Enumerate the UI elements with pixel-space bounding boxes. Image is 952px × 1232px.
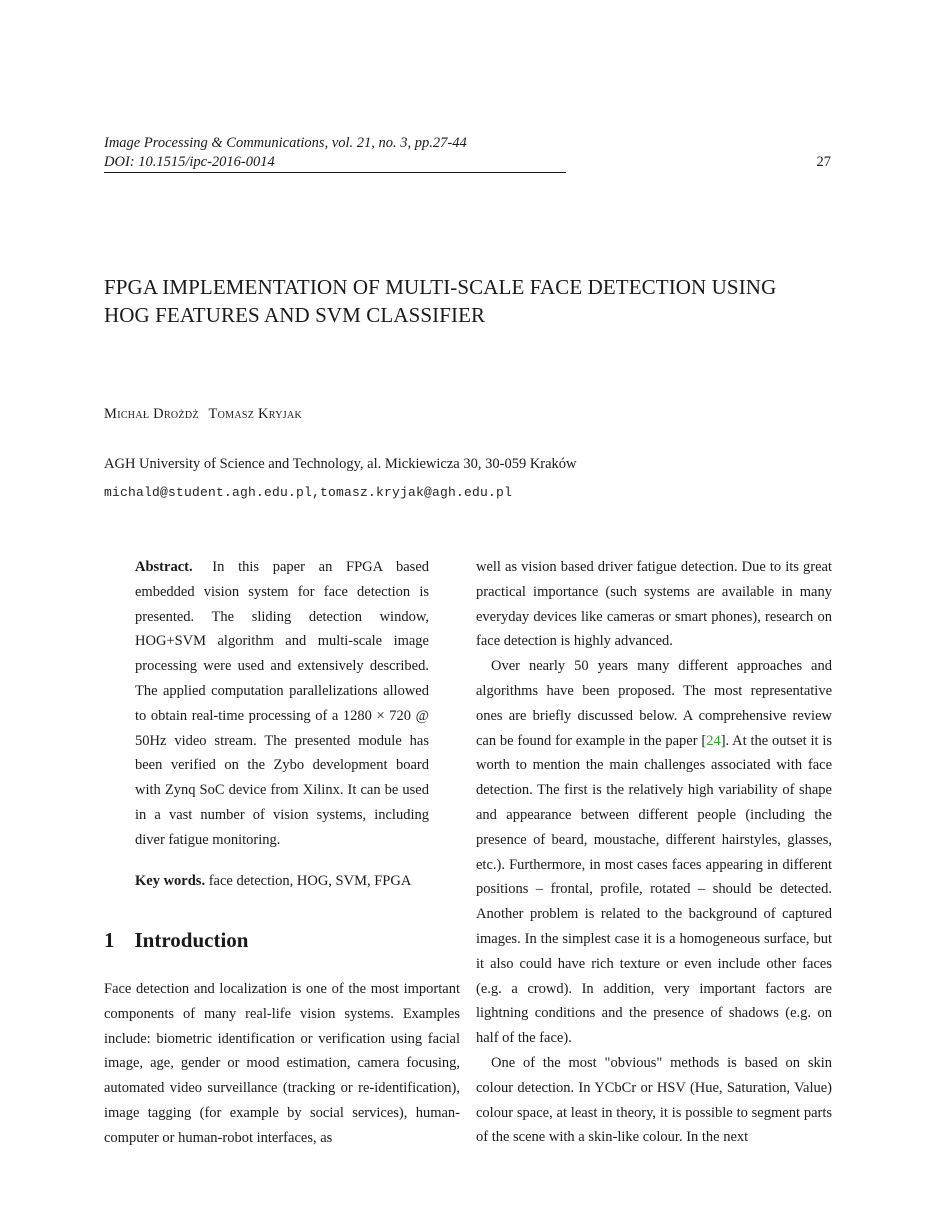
keywords-text: face detection, HOG, SVM, FPGA bbox=[208, 873, 412, 889]
paragraph bbox=[476, 654, 832, 1051]
abstract-label: Abstract. bbox=[135, 559, 193, 575]
keywords bbox=[135, 873, 435, 890]
paragraph-text: Over nearly 50 years many different approaches and algorithms have been proposed. The most representative ones are briefly discussed below. A comprehensive review can be found for example in the paper [ bbox=[476, 658, 832, 749]
section-heading bbox=[104, 928, 248, 953]
section-number: 1 bbox=[104, 928, 115, 952]
abstract bbox=[135, 555, 429, 853]
keywords-label: Key words. bbox=[135, 873, 206, 889]
paragraph: One of the most "obvious" methods is based on skin colour detection. In YCbCr or HSV (Hue, Saturation, Value) colour space, at least in theory, it is possible to segment parts of the scene with a skin-like colour. In the next bbox=[476, 1054, 832, 1146]
section-title: Introduction bbox=[134, 928, 249, 952]
citation-link[interactable]: 24 bbox=[706, 732, 721, 749]
title-line: FPGA IMPLEMENTATION OF MULTI-SCALE FACE DETECTION USING bbox=[104, 275, 777, 299]
paragraph-text: ]. At the outset it is worth to mention the main challenges associated with face detection. The first is the relatively high variability of shape and appearance between different people (including the presence of beard, moustache, different hairstyles, glasses, etc.). Furthermore, in most cases faces appearing in different positions – frontal, profile, rotated – should be detected. Another problem is related to the background of captured images. In the simplest case it is a homogeneous surface, but it also could have rich texture or even include other faces (e.g. a crowd). In addition, very important factors are lightning conditions and the presence of shadows (e.g. on half of the face). bbox=[476, 732, 833, 1047]
author-list bbox=[104, 406, 308, 423]
affiliation: AGH University of Science and Technology, al. Mickiewicza 30, 30-059 Kraków bbox=[104, 456, 577, 472]
title-line: HOG FEATURES AND SVM CLASSIFIER bbox=[104, 303, 486, 327]
paragraph: Face detection and localization is one of the most important components of many real-life vision systems. Examples include: biometric identification or verification using facial image, age, gender or mood estimation, camera focusing, automated video surveillance (tracking or re-identification), image tagging (for example by social services), human-computer or human-robot interfaces, as bbox=[104, 981, 460, 1146]
abstract-text: In this paper an FPGA based embedded vision system for face detection is presented. The sliding detection window, HOG+SVM algorithm and multi-scale image processing were used and extensively described. The applied computation parallelizations allowed to obtain real-time processing of a 1280 × 720 @ 50Hz video stream. The presented module has been verified on the Zybo development board with Zynq SoC device from Xilinx. It can be used in a vast number of vision systems, including diver fatigue monitoring. bbox=[135, 559, 429, 848]
paragraph: well as vision based driver fatigue detection. Due to its great practical importance (such systems are available in many everyday devices like cameras or smart phones), research on face detection is highly advanced. bbox=[476, 559, 832, 650]
right-column bbox=[476, 555, 832, 1150]
intro-column bbox=[104, 977, 460, 1151]
author-emails: michald@student.agh.edu.pl,tomasz.kryjak@agh.edu.pl bbox=[104, 485, 513, 500]
journal-citation: Image Processing & Communications, vol. 21, no. 3, pp.27-44 bbox=[104, 135, 467, 151]
author-name: Tomasz Kryjak bbox=[208, 406, 302, 422]
page-number: 27 bbox=[816, 154, 831, 170]
doi-line: DOI: 10.1515/ipc-2016-0014 bbox=[104, 153, 566, 173]
paper-title bbox=[104, 273, 834, 329]
author-name: Michał Drożdż bbox=[104, 406, 199, 422]
